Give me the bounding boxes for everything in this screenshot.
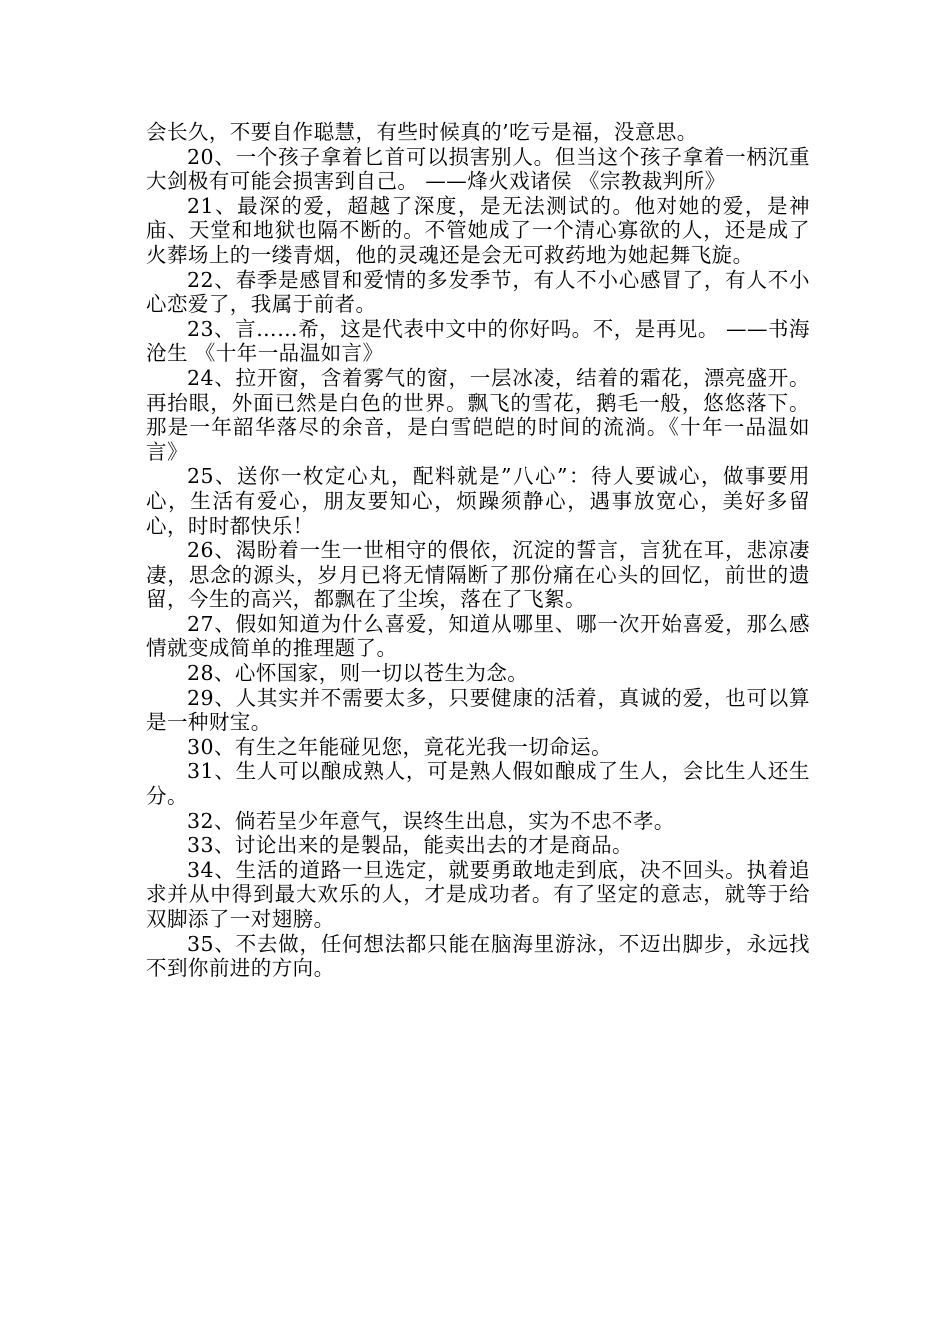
paragraph-quote-29: 29、人其实并不需要太多，只要健康的活着，真诚的爱，也可以算是一种财宝。	[146, 685, 810, 735]
paragraph-quote-34: 34、生活的道路一旦选定，就要勇敢地走到底，决不回头。执着追求并从中得到最大欢乐的人，才是成功者。有了坚定的意志，就等于给双脚添了一对翅膀。	[146, 857, 810, 931]
document-body	[146, 120, 810, 981]
paragraph-quote-22: 22、春季是感冒和爱情的多发季节，有人不小心感冒了，有人不小心恋爱了，我属于前者。	[146, 267, 810, 317]
paragraph-quote-33: 33、讨论出来的是製品，能卖出去的才是商品。	[187, 833, 633, 858]
paragraph-quote-27: 27、假如知道为什么喜爱，知道从哪里、哪一次开始喜爱，那么感情就变成简单的推理题了。	[146, 611, 810, 661]
paragraph-quote-31: 31、生人可以酿成熟人，可是熟人假如酿成了生人，会比生人还生分。	[146, 759, 810, 809]
paragraph-continuation: 会长久，不要自作聪慧，有些时候真的’吃亏是福，没意思。	[146, 120, 698, 144]
paragraph-quote-35: 35、不去做，任何想法都只能在脑海里游泳，不迈出脚步，永远找不到你前进的方向。	[146, 931, 810, 981]
paragraph-quote-21: 21、最深的爱，超越了深度，是无法测试的。他对她的爱，是神庙、天堂和地狱也隔不断的。不管她成了一个清心寡欲的人，还是成了火葬场上的一缕青烟，他的灵魂还是会无可救药地为她起舞飞旋。	[146, 193, 810, 267]
paragraph-quote-20: 20、一个孩子拿着匕首可以损害别人。但当这个孩子拿着一柄沉重大剑极有可能会损害到自己。 ——烽火戏诸侯 《宗教裁判所》	[146, 144, 810, 194]
paragraph-quote-26: 26、渴盼着一生一世相守的偎依，沉淀的誓言，言犹在耳，悲凉凄凄，思念的源头，岁月已将无情隔断了那份痛在心头的回忆，前世的遗留，今生的高兴，都飘在了尘埃，落在了飞絮。	[146, 538, 810, 612]
paragraph-quote-32: 32、倘若呈少年意气，误终生出息，实为不忠不孝。	[187, 808, 675, 833]
paragraph-quote-30: 30、有生之年能碰见您，竟花光我一切命运。	[187, 734, 613, 759]
paragraph-quote-24: 24、拉开窗，含着雾气的窗，一层冰凌，结着的霜花，漂亮盛开。再抬眼，外面已然是白色的世界。飘飞的雪花，鹅毛一般，悠悠落下。那是一年韶华落尽的余音，是白雪皑皑的时间的流淌。《十年一品温如言》	[146, 365, 810, 464]
paragraph-quote-28: 28、心怀国家，则一切以苍生为念。	[187, 661, 529, 686]
paragraph-quote-23: 23、言……希，这是代表中文中的你好吗。不，是再见。 ——书海沧生 《十年一品温如言》	[146, 316, 810, 366]
paragraph-quote-25: 25、送你一枚定心丸，配料就是”八心”：待人要诚心，做事要用心，生活有爱心，朋友要知心，烦躁须静心，遇事放宽心，美好多留心，时时都快乐！	[146, 464, 810, 538]
